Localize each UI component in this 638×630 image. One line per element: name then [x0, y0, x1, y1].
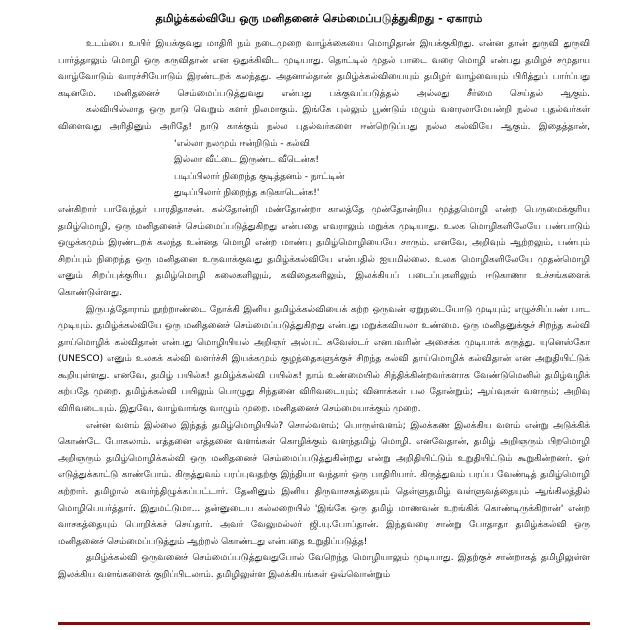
poem-line: படிப்பிலார் நிறைந்த குடித்தனம் - நாட்டின் — [174, 171, 345, 182]
document-title: தமிழ்க்கல்வியே ஒரு மனிதனைச் செம்மைப்படுத்துகிறது - ஏகாரம் — [155, 12, 483, 25]
paragraph-1: உடம்பை உயிர் இயக்குவது மாதிரி நம் நடைமுறை வாழ்க்கையை மொழிதான் இயக்குகிறது. என்ன தான் துருவி துருவி பார்த்தாலும் மொழி ஒரு கருவிதான் என ஒதுக்கிவிட முடியாது. தொட்டில் முதல் பாடை வரை மொழி என்பது தமிழச் சமுதாய வாழ்வோடும் வாரச்சியோடும் இரண்டறக் கலந்தது. அதனால்தான் தமிழ்க்கல்வியையும் தமிழர் வாழ்வையும் பிரித்துப் பார்ப்பது கடினமே. மனிதனைச் செம்மைப்படுத்துவது என்பது பக்குவப்படுத்தல் அல்லது சீர்மை செய்தல் ஆகும். — [58, 39, 590, 99]
poem-quote — [174, 136, 474, 202]
poem-line: துடிப்பிலார் நிறைந்த சுடுகாடென்க!' — [174, 188, 320, 199]
paragraph-4: இருபத்தோராம் நூற்றாண்டை நோக்கி இனிய தமிழ்க்கல்வியைக் கற்ற ஒருவன் ஏறுநடையோடு முடியும்; எழுச்சிப்பண் பாட முடியும். தமிழ்க்கல்வியே ஒரு மனிதனைச் செம்மைப்படுத்துகிறது என்பது மறுக்கவியலா உண்மை. ஒரு மனிதனுக்குச் சிறந்த கல்வி தாய்மொழிக் கல்விதான் என்பது மொழியியல் அறிஞர் அல்பட் சுவேஸ்டர் எனபவரின் அசைக்க முடியாக் கருத்து. யுனெஸ்கோ (UNESCO) எனும் உலகக் கல்வி வளர்ச்சி இயக்கமும் குழந்தைகளுக்குச் சிறந்த கல்வி தாய்மொழிக் கல்விதான் என அறுதியிட்டுக் கூறியுள்ளது. எனவே, தமிழ் பயில்க! தமிழ்க்கல்வி பயில்க! நாம் உண்மையில் சிந்திக்கின்றவர்களாக வேண்டுமெனில் தமிழ்வழிக் கற்பதே முறை. தமிழ்க்கல்வி பயிலும் பொழுது சிந்தனை விரிவடையும்; வினாக்கள் பல தோன்றும்; ஆய்வுகள் வளரும்; அறிவு விரிவடையும். இதுவே, வாழ்வாங்கு வாழும் முறை. மனிதனைச் செம்மையாக்கும் முறை. — [58, 304, 590, 415]
paragraph-5: என்ன வளம் இல்லை இந்தத் தமிழ்மொழியில்? சொல்வளம்; பொருள்வளம்; இலக்கண இலக்கிய வளம் என்று அடுக்கிக் கொண்டே போகலாம். எத்தனை எத்தனை வளங்கள் கொழிக்கும் வளந்தமிழ் மொழி. எனவேதான், தமிழ் அறிஞரும் பிறமொழி அறிஞரும் தமிழ்மொழிக்கல்வி ஒரு மனிதனைச் செம்மைப்படுத்துகின்றது என்று அறிதியிட்டும் உறுதியிட்டும் கூறுகின்றனர். ஓர் எடுத்துக்காட்டு காண்போம். கிருத்துவம் பரப்புவதற்கு இந்தியா வந்தார் ஒரு பாதிரியார். கிருத்துவம் பரப்ப வேண்டித் தமிழ்மொழி கற்றார். தமிழால் கவர்ந்திழுக்கப்பட்டார். தேனினும் இனிய திருவாசகத்தையும் தெள்ளுதமிழ் வள்ளுவத்தையும் ஆங்கிலத்தில் மொழிபெயர்த்தார். இதுமட்டுமா... தன்னுடைய கல்லறையில் 'இங்கே ஒரு தமிழ் மாணவன் உறங்கிக் கொண்டிருக்கிறான்' என்ற வாசகத்தையும் பொறிக்கச் செய்தார். அவர் வேலுமல்லர் ஜி.யு.போப்தான். இந்தவரை சான்று போதாதா தமிழ்க்கல்வி ஒரு மனிதனைச் செம்மைப்படுத்தும் ஆற்றல் கொண்டது என்பதை உறுதிப்படுத்த! — [58, 420, 590, 547]
poem-line: 'எல்லா நலமும் ஈன்றிடும் - கல்வி — [174, 138, 310, 149]
paragraph-6: தமிழ்க்கல்வி ஒருவனைச் செம்மைப்படுத்துவதுபோல் வேறெந்த மொழியாலும் முடியாது. இதற்குச் சான்றாகத் தமிழிலுள்ள இலக்கிய வளங்களைக் குறிப்பிடலாம். தமிழிலுள்ள இலக்கியங்கள் ஒவ்வொன்றும் — [58, 553, 590, 580]
poem-line: இல்லா வீட்டை இருண்ட வீடென்க! — [174, 155, 320, 166]
document-body — [58, 36, 590, 616]
paragraph-2: கல்வியில்லாத ஒரு நாடு வெறும் களர் நிலமாகும். இங்கே புல்லும் பூண்டும் மழும் வளரலாமேயன்றி நல்ல புதல்வர்கள் விளைவது அரிதினும் அரிதே! நாடு காக்கும் நல்ல புதல்வர்களை ஈன்றெடுப்பது நல்ல கல்வியே ஆகும். இதைத்தான், — [58, 105, 590, 132]
footer-rule — [58, 622, 590, 625]
paragraph-3: என்கிறார் பாவேந்தர் பாரதிதாசன். கல்தோன்றி மண்தோன்றா காலத்தே முன்தோன்றிய மூத்தமொழி என்ற பெருமைக்குரிய தமிழ்மொழி, ஒரு மனிதனைச் செம்மைப்படுத்துகிறது என்பதை எவராலும் மறுக்க முடியாது. உலக மொழிகளிலேயே பண்பாடும் ஒழுக்கமும் இரண்டறக் கலந்த உன்னத மொழி என்ற மாண்பு தமிழ்மொழியையே சாரும். எனவே, அறிவும் ஆற்றலும், பண்பும் சிறப்பும் நிறைந்த ஒரு மனிதனை உருவாக்குவது தமிழ்க்கல்வியே என்பதில் ஐயமில்லை. உலக மொழிகளிலேயே முதன்மொழி எனும் சிறப்புக்குரிய தமிழ்மொழி கலைகளிலும், கவிதைகளிலும், இலக்கியப் படைப்புகளிலும் ஈடுகாணா உச்சங்களைக் கொண்டுள்ளது. — [58, 204, 590, 298]
